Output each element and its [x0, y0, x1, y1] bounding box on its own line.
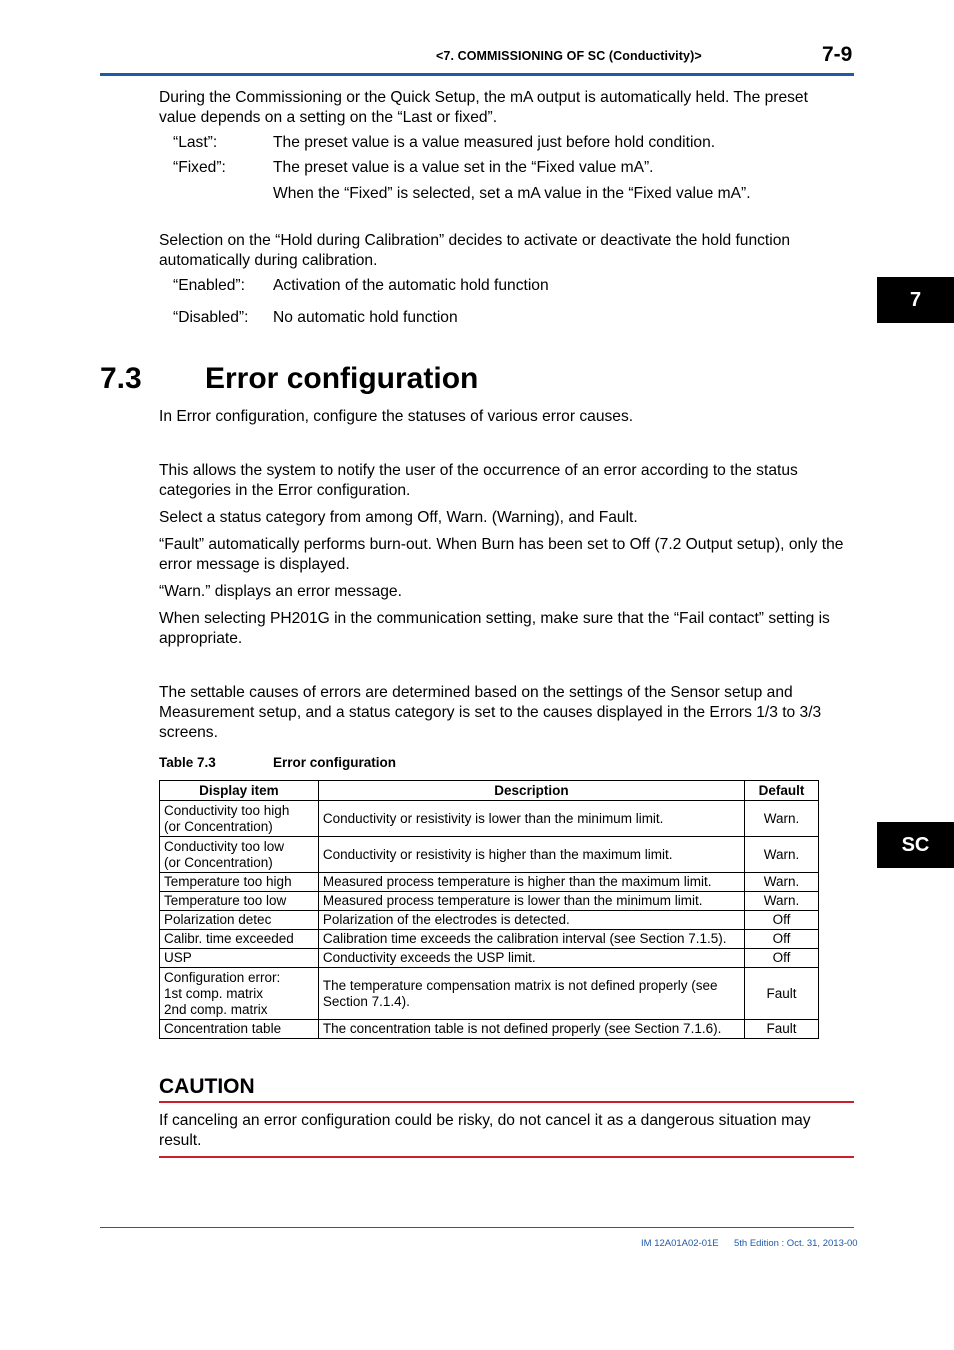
caution-rule-top — [159, 1101, 854, 1103]
section-tab-label: SC — [901, 834, 930, 856]
table-row — [160, 911, 819, 930]
table-caption-title: Error configuration — [273, 755, 397, 770]
table-row — [160, 837, 819, 873]
col-header-default: Default — [745, 781, 819, 801]
table-row — [160, 949, 819, 968]
cell-description: Conductivity or resistivity is higher than the maximum limit. — [318, 837, 744, 873]
section-tab — [877, 822, 954, 868]
cell-default: Warn. — [745, 873, 819, 892]
hold-paragraph: During the Commissioning or the Quick Setup, the mA output is automatically held. The preset value depends on a setting on the “Last or fixed”. — [159, 89, 808, 126]
table-header-row — [160, 781, 819, 801]
cell-display-item: USP — [160, 949, 319, 968]
table-row — [160, 930, 819, 949]
cell-description: Polarization of the electrodes is detected. — [318, 911, 744, 930]
section-paragraph-3: Select a status category from among Off, Warn. (Warning), and Fault. — [159, 509, 638, 526]
cell-description: The temperature compensation matrix is not defined properly (see Section 7.1.4). — [318, 968, 744, 1020]
section-paragraph-7: The settable causes of errors are determined based on the settings of the Sensor setup and Measurement setup, and a status category is set to the causes displayed in the Errors 1/3 to 3/3 screens. — [159, 684, 822, 741]
cell-display-item: Polarization detec — [160, 911, 319, 930]
section-paragraph-4: “Fault” automatically performs burn-out. When Burn has been set to Off (7.2 Output setup), only the error message is displayed. — [159, 536, 844, 573]
cell-default: Warn. — [745, 801, 819, 837]
cell-default: Off — [745, 911, 819, 930]
cell-display-item: Conductivity too low (or Concentration) — [160, 837, 319, 873]
caution-text: If canceling an error configuration could be risky, do not cancel it as a dangerous situation may result. — [159, 1112, 811, 1149]
table-row — [160, 873, 819, 892]
table-row — [160, 892, 819, 911]
table-row — [160, 801, 819, 837]
cell-description: Calibration time exceeds the calibration interval (see Section 7.1.5). — [318, 930, 744, 949]
cell-description: Conductivity exceeds the USP limit. — [318, 949, 744, 968]
col-header-display-item: Display item — [160, 781, 319, 801]
caution-rule-bottom — [159, 1156, 854, 1158]
cell-default: Fault — [745, 1020, 819, 1039]
section-paragraph-2: This allows the system to notify the user of the occurrence of an error according to the status categories in the Error configuration. — [159, 462, 798, 499]
section-paragraph-5: “Warn.” displays an error message. — [159, 583, 402, 600]
error-config-table — [159, 780, 819, 1039]
cell-display-item: Concentration table — [160, 1020, 319, 1039]
cell-default: Off — [745, 949, 819, 968]
cell-default: Off — [745, 930, 819, 949]
table-caption-number: Table 7.3 — [159, 755, 216, 770]
table-row — [160, 1020, 819, 1039]
cell-display-item: Calibr. time exceeded — [160, 930, 319, 949]
term-fixed: “Fixed”: — [173, 159, 226, 176]
term-disabled: “Disabled”: — [173, 309, 249, 326]
cell-default: Fault — [745, 968, 819, 1020]
footer-doc-id: IM 12A01A02-01E — [641, 1238, 719, 1249]
chapter-tab — [877, 277, 954, 323]
section-number: 7.3 — [100, 362, 142, 395]
chapter-tab-label: 7 — [909, 289, 922, 311]
desc-fixed-2: When the “Fixed” is selected, set a mA value in the “Fixed value mA”. — [273, 185, 751, 202]
section-title: Error configuration — [205, 362, 479, 395]
page-number: 7-9 — [822, 43, 853, 66]
desc-enabled: Activation of the automatic hold function — [273, 277, 549, 294]
table-row — [160, 968, 819, 1020]
desc-fixed: The preset value is a value set in the “Fixed value mA”. — [273, 159, 654, 176]
caution-heading: CAUTION — [159, 1075, 255, 1098]
cell-description: The concentration table is not defined properly (see Section 7.1.6). — [318, 1020, 744, 1039]
cell-default: Warn. — [745, 892, 819, 911]
cell-display-item: Conductivity too high (or Concentration) — [160, 801, 319, 837]
cell-display-item: Configuration error: 1st comp. matrix 2nd comp. matrix — [160, 968, 319, 1020]
col-header-description: Description — [318, 781, 744, 801]
cell-default: Warn. — [745, 837, 819, 873]
cell-description: Measured process temperature is lower than the minimum limit. — [318, 892, 744, 911]
desc-disabled: No automatic hold function — [273, 309, 458, 326]
term-enabled: “Enabled”: — [173, 277, 245, 294]
footer-edition: 5th Edition : Oct. 31, 2013-00 — [734, 1238, 858, 1249]
header-rule — [100, 73, 854, 76]
section-paragraph-1: In Error configuration, configure the statuses of various error causes. — [159, 408, 634, 425]
desc-last: The preset value is a value measured just before hold condition. — [273, 134, 716, 151]
running-header: <7. COMMISSIONING OF SC (Conductivity)> — [436, 49, 702, 63]
cell-description: Measured process temperature is higher than the maximum limit. — [318, 873, 744, 892]
footer-rule — [100, 1227, 854, 1228]
cell-display-item: Temperature too high — [160, 873, 319, 892]
section-paragraph-6: When selecting PH201G in the communication setting, make sure that the “Fail contact” setting is appropriate. — [159, 610, 830, 647]
cell-description: Conductivity or resistivity is lower than the minimum limit. — [318, 801, 744, 837]
cell-display-item: Temperature too low — [160, 892, 319, 911]
calibration-paragraph: Selection on the “Hold during Calibration” decides to activate or deactivate the hold function automatically during calibration. — [159, 232, 791, 269]
term-last: “Last”: — [173, 134, 218, 151]
